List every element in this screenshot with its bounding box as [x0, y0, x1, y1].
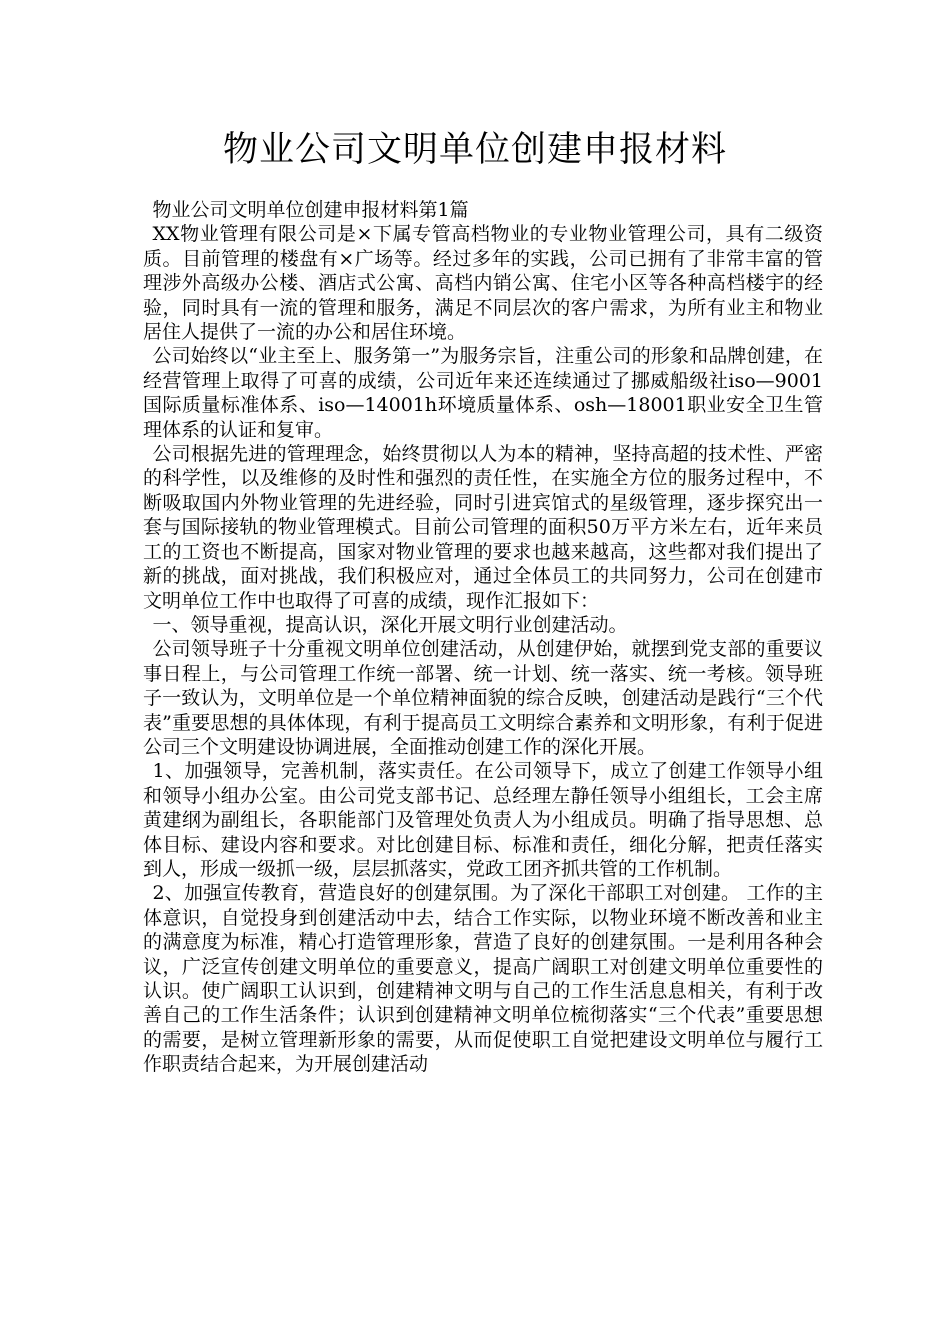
body-paragraph: XX物业管理有限公司是×下属专管高档物业的专业物业管理公司，具有二级资质。目前管理的楼盘有×广场等。经过多年的实践，公司已拥有了非常丰富的管理涉外高级办公楼、酒店式公寓、高档内销公寓、住宅小区等各种高档楼宇的经验，同时具有一流的管理和服务，满足不同层次的客户需求，为所有业主和物业居住人提供了一流的办公和居住环境。 — [143, 223, 823, 344]
document-body — [143, 198, 823, 1077]
body-paragraph: 公司领导班子十分重视文明单位创建活动，从创建伊始，就摆到党支部的重要议事日程上，与公司管理工作统一部署、统一计划、统一落实、统一考核。领导班子一致认为，文明单位是一个单位精神面貌的综合反映，创建活动是践行“三个代表”重要思想的具体体现，有利于提高员工文明综合素养和文明形象，有利于促进公司三个文明建设协调进展，全面推动创建工作的深化开展。 — [143, 638, 823, 758]
document-title: 物业公司文明单位创建申报材料 — [222, 130, 727, 170]
body-paragraph: 2、加强宣传教育，营造良好的创建氛围。为了深化干部职工对创建。 工作的主体意识，自觉投身到创建活动中去，结合工作实际，以物业环境不断改善和业主的满意度为标准，精心打造管理形象，营造了良好的创建氛围。一是利用各种会议，广泛宣传创建文明单位的重要意义，提高广阔职工对创建文明单位重要性的认识。使广阔职工认识到，创建精神文明与自己的工作生活息息相关，有利于改善自己的工作生活条件；认识到创建精神文明单位梳彻落实“三个代表”重要思想的需要，是树立管理新形象的需要，从而促使职工自觉把建设文明单位与履行工作职责结合起来，为开展创建活动 — [143, 882, 823, 1076]
section-heading: 一、领导重视，提高认识，深化开展文明行业创建活动。 — [152, 613, 628, 636]
body-paragraph: 公司始终以“业主至上、服务第一”为服务宗旨，注重公司的形象和品牌创建，在经营管理上取得了可喜的成绩，公司近年来还连续通过了挪威船级社iso—9001国际质量标准体系、iso—14001h环境质量体系、osh—18001职业安全卫生管理体系的认证和复审。 — [143, 345, 823, 441]
body-paragraph: 公司根据先进的管理理念，始终贯彻以人为本的精神，坚持高超的技术性、严密的科学性，以及维修的及时性和强烈的责任性，在实施全方位的服务过程中，不断吸取国内外物业管理的先进经验，同时引进宾馆式的星级管理，逐步探究出一套与国际接轨的物业管理模式。目前公司管理的面积50万平方米左右，近年来员工的工资也不断提高，国家对物业管理的要求也越来越高，这些都对我们提出了新的挑战，面对挑战，我们积极应对，通过全体员工的共同努力，公司在创建市文明单位工作中也取得了可喜的成绩，现作汇报如下： — [143, 443, 823, 612]
subtitle-paragraph: 物业公司文明单位创建申报材料第1篇 — [152, 199, 469, 221]
body-paragraph: 1、加强领导，完善机制，落实责任。在公司领导下，成立了创建工作领导小组和领导小组办公室。由公司党支部书记、总经理左静任领导小组组长，工会主席黄建纲为副组长，各职能部门及管理处负责人为小组成员。明确了指导思想、总体目标、建设内容和要求。对比创建目标、标准和责任，细化分解，把责任落实到人，形成一级抓一级，层层抓落实，党政工团齐抓共管的工作机制。 — [143, 760, 823, 880]
